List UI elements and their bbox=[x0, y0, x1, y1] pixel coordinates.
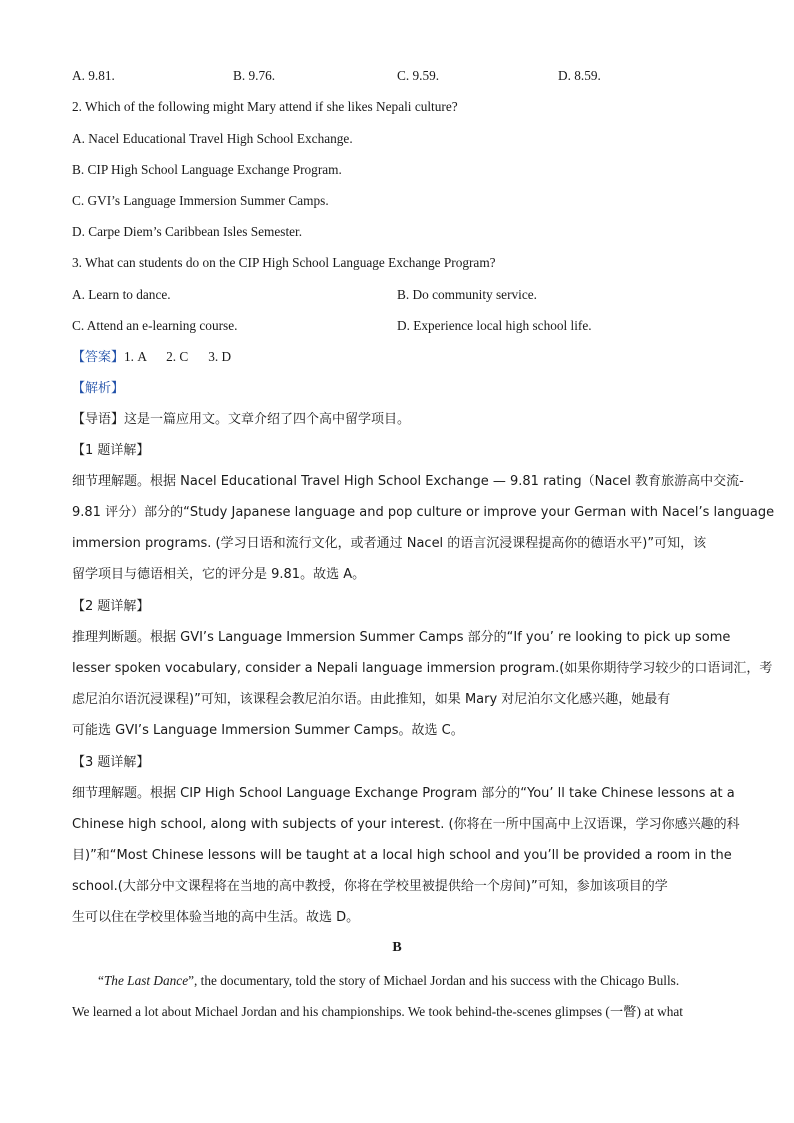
analysis-label: 【解析】 bbox=[72, 381, 125, 396]
q1-option-d: D. 8.59. bbox=[558, 68, 601, 83]
q2-option-d: D. Carpe Diem’s Caribbean Isles Semester. bbox=[72, 224, 303, 239]
answer-line bbox=[72, 347, 231, 368]
detail-3-line: 目)”和“Most Chinese lessons will be taught at a local high school and you’ll be provided a room in the bbox=[72, 848, 732, 863]
passage-title: The Last Dance bbox=[103, 973, 189, 988]
q3-option-a: A. Learn to dance. bbox=[72, 287, 171, 302]
passage-line: “The Last Dance”, the documentary, told the story of Michael Jordan and his success with the Chicago Bulls. bbox=[98, 973, 680, 988]
detail-3-line: school.(大部分中文课程将在当地的高中教授，你将在学校里被提供给一个房间)”可知，参加该项目的学 bbox=[72, 879, 668, 894]
detail-1-line: 9.81 评分）部分的“Study Japanese language and pop culture or improve your German with Nacel’s language bbox=[72, 505, 775, 520]
detail-3-line: Chinese high school, along with subjects of your interest. (你将在一所中国高中上汉语课，学习你感兴趣的科 bbox=[72, 817, 740, 832]
q2-option-b: B. CIP High School Language Exchange Program. bbox=[72, 162, 342, 177]
passage-line-1-rest: ”, the documentary, told the story of Michael Jordan and his success with the Chicago Bulls. bbox=[188, 973, 680, 988]
detail-2-line: 可能选 GVI’s Language Immersion Summer Camps。故选 C。 bbox=[72, 723, 464, 738]
q2-option-a: A. Nacel Educational Travel High School Exchange. bbox=[72, 131, 353, 146]
q1-option-b: B. 9.76. bbox=[233, 68, 276, 83]
q1-option-a: A. 9.81. bbox=[72, 68, 115, 83]
detail-1-line: 细节理解题。根据 Nacel Educational Travel High School Exchange — 9.81 rating（Nacel 教育旅游高中交流- bbox=[72, 474, 744, 489]
intro-label: 【导语】 bbox=[72, 412, 125, 427]
detail-2-line: 推理判断题。根据 GVI’s Language Immersion Summer Camps 部分的“If you’ re looking to pick up some bbox=[72, 630, 731, 645]
detail-1-line: immersion programs. (学习日语和流行文化，或者通过 Nacel 的语言沉浸课程提高你的德语水平)”可知，该 bbox=[72, 536, 707, 551]
intro-line bbox=[72, 410, 410, 430]
passage-line: We learned a lot about Michael Jordan and his championships. We took behind-the-scenes glimpses (一瞥) at what bbox=[72, 1004, 683, 1019]
answer-label: 【答案】 bbox=[72, 350, 125, 365]
analysis-line bbox=[72, 378, 124, 399]
detail-3-label: 【3 题详解】 bbox=[72, 755, 150, 770]
detail-3-line: 细节理解题。根据 CIP High School Language Exchange Program 部分的“You’ ll take Chinese lessons at a bbox=[72, 786, 735, 801]
q1-option-c: C. 9.59. bbox=[397, 68, 440, 83]
q3-option-c: C. Attend an e-learning course. bbox=[72, 318, 238, 333]
detail-1-line: 留学项目与德语相关，它的评分是 9.81。故选 A。 bbox=[72, 567, 366, 582]
q3-option-b: B. Do community service. bbox=[397, 287, 537, 302]
intro-text: 这是一篇应用文。文章介绍了四个高中留学项目。 bbox=[124, 412, 411, 427]
q2-question: 2. Which of the following might Mary attend if she likes Nepali culture? bbox=[72, 99, 458, 114]
detail-2-line: lesser spoken vocabulary, consider a Nepali language immersion program.(如果你期待学习较少的口语词汇，考 bbox=[72, 661, 773, 676]
detail-3-line: 生可以住在学校里体验当地的高中生活。故选 D。 bbox=[72, 910, 360, 925]
section-heading-b: B bbox=[392, 940, 402, 955]
detail-1-label: 【1 题详解】 bbox=[72, 443, 150, 458]
answer-text: 1. A 2. C 3. D bbox=[124, 349, 232, 364]
q3-option-d: D. Experience local high school life. bbox=[397, 318, 592, 333]
detail-2-line: 虑尼泊尔语沉浸课程)”可知，该课程会教尼泊尔语。由此推知，如果 Mary 对尼泊尔文化感兴趣，她最有 bbox=[72, 692, 671, 707]
q3-question: 3. What can students do on the CIP High School Language Exchange Program? bbox=[72, 255, 496, 270]
q2-option-c: C. GVI’s Language Immersion Summer Camps. bbox=[72, 193, 329, 208]
detail-2-label: 【2 题详解】 bbox=[72, 599, 150, 614]
